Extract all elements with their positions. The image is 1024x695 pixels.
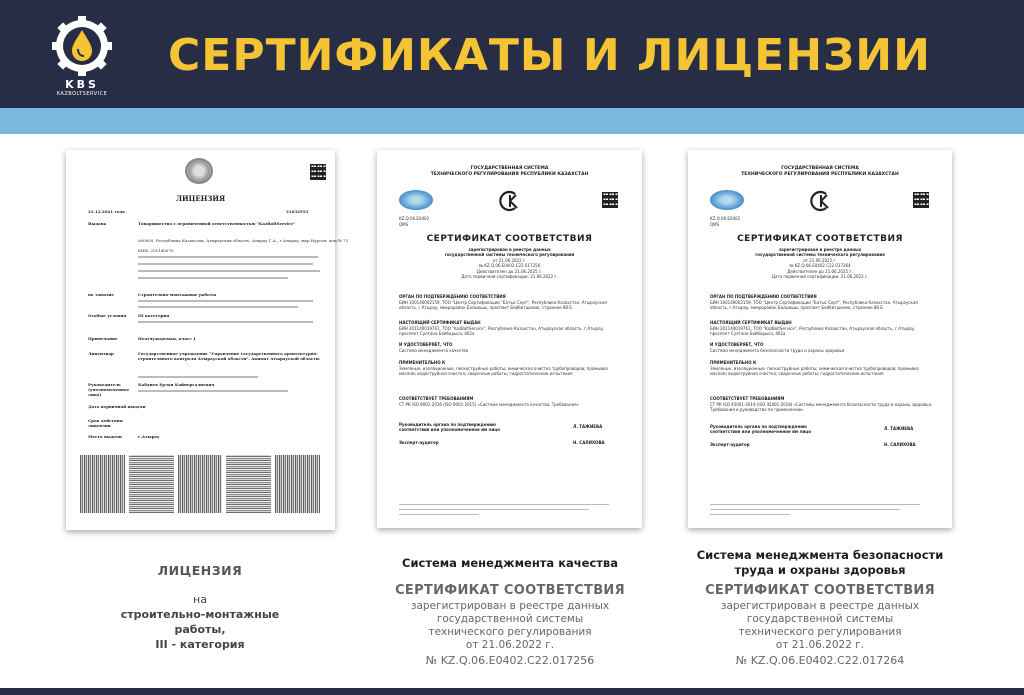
- quality-caption-number: № KZ.Q.06.E0402.C22.017256: [425, 654, 595, 667]
- body-value: БИН 100140002159, ТОО "Центр Сертификации "Батыс Серт", Республика Казахстан, Атырауская область, г.Атырау, микрорайон Балыкшы, проспект Бейбитшилик, строение 88 Б: [710, 300, 918, 310]
- document-barcodes: [80, 455, 320, 513]
- footer-bar: [0, 688, 1024, 695]
- body-value: БИН 100140002159, ТОО "Центр Сертификации "Батыс Серт", Республика Казахстан, Атырауская область, г.Атырау, микрорайон Балыкшы, проспект Бейбитшилик, строение 88 Б: [399, 300, 607, 310]
- cert-first-date: Дата первичной сертификации: 21.06.2022 г.: [771, 274, 869, 279]
- logo-subtext: KAZBOLTSERVICE: [56, 91, 108, 97]
- license-address: 060000, Республика Казахстан, Атырауская область, Атырау Г.А., г.Атырау, мкр.Нурсая, дом № 75: [138, 238, 349, 243]
- accreditation-globe-icon: [710, 190, 744, 210]
- cert-code: KZ.Q.06.E0402: [399, 216, 430, 221]
- standard-label: СООТВЕТСТВУЕТ ТРЕБОВАНИЯМ: [399, 396, 474, 401]
- head-label: Руководитель органа по подтверждению соответствия или уполномоченное им лицо: [710, 424, 811, 434]
- license-caption-line1: на: [193, 593, 207, 606]
- issued-to-label: Выдана: [88, 221, 107, 226]
- kbs-logo[interactable]: [44, 16, 120, 102]
- place-label: Место выдачи: [88, 434, 122, 439]
- license-caption-line4: III - категория: [155, 638, 245, 651]
- issued-label: НАСТОЯЩИЙ СЕРТИФИКАТ ВЫДАН: [710, 320, 792, 325]
- auditor-label: Эксперт-аудитор: [399, 440, 439, 445]
- applies-label: ПРИМЕНИТЕЛЬНО К: [399, 360, 446, 365]
- activity-label: на занятие: [88, 292, 114, 297]
- auditor-name: Н. САЛИХОВА: [573, 440, 605, 445]
- cert-reg-line1: зарегистрирован в реестре данных: [778, 247, 862, 252]
- license-caption-body: [110, 592, 290, 652]
- activity-value: Строительно-монтажные работы: [138, 292, 217, 297]
- head-label: Руководитель органа по подтверждению соответствия или уполномоченное им лицо: [399, 422, 500, 432]
- ks-conformity-mark-icon: [499, 190, 521, 212]
- licensor-value: Государственное учреждение "Управление государственного архитектурно-строительного контроля Атырауской области". Акимат Атырауской области.: [138, 351, 321, 361]
- qr-code-icon: [310, 164, 326, 180]
- license-number: 21032953: [286, 209, 309, 214]
- qr-code-icon: [602, 192, 618, 208]
- applies-value: Земляные, изоляционные, пескоструйные работы; химическая очистка трубопроводов; промывка маслом; водоструйная очистка; сварочные работы; гидростатические испытания: [399, 366, 608, 376]
- issued-to: Товарищество с ограниченной ответственностью "KazBoltService": [138, 221, 296, 226]
- safety-caption-reg2: государственной системы: [746, 613, 894, 625]
- issued-value: БИН 201140019761, ТОО "KazBoltService", Республика Казахстан, Атырауская область, г.Атырау, проспект Султана Бейбарыса, 462а: [399, 326, 605, 336]
- license-caption-line2: строительно-монтажные: [120, 608, 280, 621]
- qr-code-icon: [913, 192, 929, 208]
- features-label: Особые условия: [88, 313, 127, 318]
- gov-line-2: ТЕХНИЧЕСКОГО РЕГУЛИРОВАНИЯ РЕСПУБЛИКИ КАЗАХСТАН: [430, 172, 589, 177]
- safety-caption: [670, 548, 970, 667]
- certify-label: И УДОСТОВЕРЯЕТ, ЧТО: [710, 342, 764, 347]
- certify-value: Система менеджмента качества: [399, 348, 469, 353]
- cert-reg-date: от 21.06.2022 г.: [803, 258, 837, 263]
- license-document[interactable]: [66, 150, 349, 530]
- cert-reg-line2: государственной системы технического регулирования: [444, 252, 575, 257]
- head-value: Кабдиев Ерлан Кайнергалиевич: [138, 382, 215, 387]
- auditor-label: Эксперт-аудитор: [710, 442, 750, 447]
- quality-caption-reg1: зарегистрирован в реестре данных: [410, 600, 610, 612]
- quality-caption: [360, 556, 660, 667]
- safety-caption-number: № KZ.Q.06.E0402.C22.017264: [735, 654, 905, 667]
- head-label: Руководитель (уполномоченное лицо): [88, 382, 130, 397]
- cert-reg-line1: зарегистрирован в реестре данных: [468, 247, 551, 252]
- quality-caption-name: Система менеджмента качества: [402, 556, 618, 570]
- cert-heading: СЕРТИФИКАТ СООТВЕТСТВИЯ: [737, 234, 903, 244]
- applies-label: ПРИМЕНИТЕЛЬНО К: [710, 360, 757, 365]
- cert-code: KZ.Q.06.E0402: [710, 216, 741, 221]
- page-header: [0, 0, 1024, 108]
- gov-line-2: ТЕХНИЧЕСКОГО РЕГУЛИРОВАНИЯ РЕСПУБЛИКИ КАЗАХСТАН: [741, 172, 899, 177]
- header-stripe: [0, 108, 1024, 134]
- note-value: Неотчуждаемая, класс 1: [138, 336, 196, 341]
- validity-label: Срок действия лицензии: [88, 418, 123, 428]
- body-label: ОРГАН ПО ПОДТВЕРЖДЕНИЮ СООТВЕТСТВИЯ: [399, 294, 506, 299]
- auditor-name: Н. САЛИХОВА: [884, 442, 916, 447]
- license-caption-title: ЛИЦЕНЗИЯ: [157, 563, 243, 578]
- note-label: Примечание: [88, 336, 118, 341]
- gov-line-1: ГОСУДАРСТВЕННАЯ СИСТЕМА: [781, 166, 859, 171]
- ks-conformity-mark-icon: [810, 190, 832, 212]
- license-heading: ЛИЦЕНЗИЯ: [175, 194, 226, 203]
- quality-certificate-document[interactable]: [377, 150, 642, 528]
- standard-label: СООТВЕТСТВУЕТ ТРЕБОВАНИЯМ: [710, 396, 785, 401]
- cert-qms: QMS: [710, 222, 720, 227]
- issued-value: БИН 201140019761, ТОО "KazBoltService", Республика Казахстан, Атырауская область, г.Атырау, проспект Султана Бейбарыса, 462а: [710, 326, 916, 336]
- quality-caption-reg3: технического регулирования: [428, 626, 592, 638]
- safety-caption-reg1: зарегистрирован в реестре данных: [720, 600, 920, 612]
- body-label: ОРГАН ПО ПОДТВЕРЖДЕНИЮ СООТВЕТСТВИЯ: [710, 294, 817, 299]
- standard-value: СТ РК ISO 9001-2016 (ISO 9001:2015) «Система менеджмента качества. Требования»: [399, 402, 579, 407]
- gear-drop-icon: [44, 16, 120, 78]
- cert-reg-no: № KZ.Q.06.E0402.C22.017256: [478, 263, 541, 268]
- state-emblem-icon: [185, 158, 213, 184]
- quality-caption-cert: СЕРТИФИКАТ СООТВЕТСТВИЯ: [395, 583, 625, 598]
- cert-valid-to: Действителен до 21.06.2025 г.: [787, 269, 853, 274]
- cert-reg-line2: государственной системы технического регулирования: [755, 252, 885, 257]
- page-title: СЕРТИФИКАТЫ И ЛИЦЕНЗИИ: [168, 30, 931, 81]
- features-value: III категория: [138, 313, 170, 318]
- head-name: Л. ТАЖИЕВА: [884, 426, 914, 431]
- safety-caption-name1: Система менеджмента безопасности: [696, 548, 944, 562]
- cert-reg-date: от 21.06.2022 г.: [492, 258, 527, 263]
- cert-valid-to: Действителен до 21.06.2025 г.: [476, 269, 543, 274]
- cert-heading: СЕРТИФИКАТ СООТВЕТСТВИЯ: [426, 234, 593, 244]
- safety-certificate-document[interactable]: [688, 150, 952, 528]
- logo-text: KBS: [65, 78, 99, 91]
- safety-caption-date: от 21.06.2022 г.: [775, 639, 865, 651]
- cert-qms: QMS: [399, 222, 409, 227]
- safety-caption-name2: труда и охраны здоровья: [734, 563, 906, 577]
- license-bin: БИН: 201140070: [138, 248, 174, 253]
- certify-label: И УДОСТОВЕРЯЕТ, ЧТО: [399, 342, 453, 347]
- quality-caption-reg2: государственной системы: [436, 613, 584, 625]
- license-caption-line3: работы,: [174, 623, 226, 636]
- issued-label: НАСТОЯЩИЙ СЕРТИФИКАТ ВЫДАН: [399, 320, 481, 325]
- standard-value: СТ РК ISO 45001-2019 (ISO 45001:2018) «Системы менеджмента безопасности труда и охраны здоровья. Требования и руководство по применению»: [710, 402, 933, 412]
- license-date: 23.12.2021 года: [88, 209, 125, 214]
- cert-first-date: Дата первичной сертификации: 21.06.2022 г.: [461, 274, 558, 279]
- accreditation-globe-icon: [399, 190, 433, 210]
- place-value: г.Атырау: [138, 434, 160, 439]
- applies-value: Земляные, изоляционные, пескоструйные работы; химическая очистка трубопроводов; промывка маслом; водоструйная очистка; сварочные работы; гидростатические испытания: [710, 366, 919, 376]
- certify-value: Система менеджмента безопасности труда и охраны здоровья: [710, 348, 845, 353]
- first-issue-label: Дата первичной выдачи: [88, 404, 146, 409]
- cert-reg-no: № KZ.Q.06.E0402.C22.017264: [789, 263, 851, 268]
- quality-caption-date: от 21.06.2022 г.: [465, 639, 555, 651]
- safety-caption-reg3: технического регулирования: [738, 626, 902, 638]
- licensor-label: Лицензиар: [88, 351, 114, 356]
- gov-line-1: ГОСУДАРСТВЕННАЯ СИСТЕМА: [470, 166, 549, 171]
- safety-caption-cert: СЕРТИФИКАТ СООТВЕТСТВИЯ: [705, 583, 935, 598]
- head-name: Л. ТАЖИЕВА: [573, 424, 603, 429]
